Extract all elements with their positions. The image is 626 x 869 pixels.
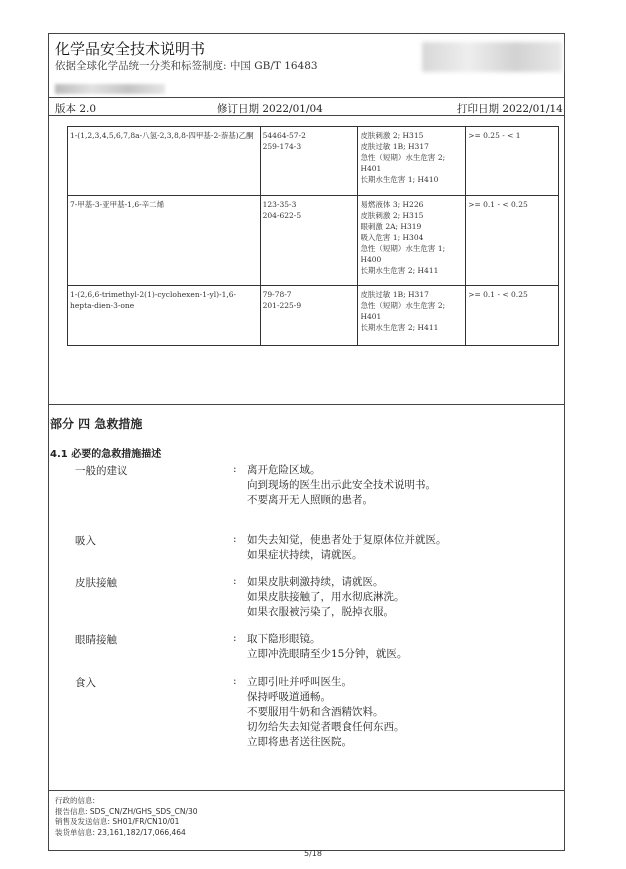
concentration-cell [466, 196, 559, 286]
cas-ec-cell [260, 286, 358, 346]
colon: : [233, 675, 237, 687]
document-title: 化学品安全技术说明书 [55, 40, 206, 58]
hazard-cell [358, 196, 466, 286]
colon: : [233, 632, 237, 644]
regulation-subtitle: 依据全球化学品统一分类和标签制度: 中国 GB/T 16483 [55, 60, 318, 72]
hazard-line: 皮肤过敏 1B; H317 [360, 290, 429, 299]
text-line: 向到现场的医生出示此安全技术说明书。 [247, 479, 436, 491]
eye-contact-label: 眼睛接触 [75, 634, 117, 646]
footer-info [55, 796, 198, 838]
ec-number: 259-174-3 [262, 142, 302, 151]
text-line: 切勿给失去知觉者喂食任何东西。 [247, 721, 405, 733]
table-row [68, 196, 559, 286]
eye-contact-text [247, 632, 407, 662]
concentration-cell [466, 286, 559, 346]
version-label: 版本 2.0 [55, 103, 97, 115]
text-line: 立即将患者送往医院。 [247, 736, 352, 748]
substance-name-cell [68, 286, 261, 346]
hazard-line: 皮肤刺激 2; H315 [360, 131, 424, 140]
skin-contact-label: 皮肤接触 [75, 577, 117, 589]
text-line: 如果症状持续，请就医。 [247, 549, 363, 561]
footer-line: 报告信息: SDS_CN/ZH/GHS_SDS_CN/30 [55, 806, 198, 816]
colon: : [233, 533, 237, 545]
hazard-line: 长期水生危害 2; H411 [360, 323, 439, 332]
section-divider [48, 404, 565, 405]
hazard-line: 急性（短期）水生危害 1; H400 [360, 244, 446, 264]
header-divider [48, 97, 565, 98]
hazard-line: 皮肤刺激 2; H315 [360, 211, 424, 220]
concentration: >= 0.1 - < 0.25 [468, 200, 528, 209]
cas-number: 123-35-3 [262, 200, 297, 209]
cas-number: 54464-57-2 [262, 131, 306, 140]
substance-name: 1-(1,2,3,4,5,6,7,8a-八氢-2,3,8,8-四甲基-2-萘基)乙酮 [70, 131, 254, 140]
text-line: 立即冲洗眼睛至少15分钟，就医。 [247, 648, 408, 660]
hazard-line: 吸入危害 1; H304 [360, 233, 424, 242]
cas-ec-cell [260, 196, 358, 286]
ec-number: 201-225-9 [262, 301, 302, 310]
text-line: 如果皮肤刺激持续，请就医。 [247, 576, 384, 588]
section-title: 部分 四 急救措施 [50, 417, 143, 431]
general-advice-text [247, 463, 436, 508]
hazard-line: 皮肤过敏 1B; H317 [360, 142, 429, 151]
meta-divider [48, 115, 565, 116]
cas-ec-cell [260, 127, 358, 196]
inhalation-label: 吸入 [75, 535, 96, 547]
colon: : [233, 463, 237, 475]
skin-contact-text [247, 575, 405, 620]
text-line: 如失去知觉，使患者处于复原体位并就医。 [247, 534, 447, 546]
hazard-line: 眼刺激 2A; H319 [360, 222, 422, 231]
revision-date: 修订日期 2022/01/04 [217, 103, 323, 115]
hazard-line: 长期水生危害 1; H410 [360, 175, 439, 184]
substance-name-cell [68, 127, 261, 196]
hazard-cell [358, 127, 466, 196]
redacted-product-name [55, 84, 165, 94]
hazard-cell [358, 286, 466, 346]
subsection-title: 4.1 必要的急救措施描述 [50, 449, 162, 460]
hazard-line: 易燃液体 3; H226 [360, 200, 424, 209]
ingestion-text [247, 675, 405, 750]
footer-line: 装货单信息: 23,161,182/17,066,464 [55, 827, 186, 837]
colon: : [233, 575, 237, 587]
redacted-logo [422, 42, 562, 72]
hazard-line: 急性（短期）水生危害 2; H401 [360, 301, 446, 321]
hazard-line: 长期水生危害 2; H411 [360, 266, 439, 275]
text-line: 保持呼吸道通畅。 [247, 691, 331, 703]
page-number: 5/18 [304, 849, 322, 858]
footer-line: 销售及发送信息: SH01/FR/CN10/01 [55, 817, 180, 827]
concentration: >= 0.25 - < 1 [468, 131, 521, 140]
table-row [68, 286, 559, 346]
concentration: >= 0.1 - < 0.25 [468, 290, 528, 299]
ec-number: 204-622-5 [262, 211, 302, 220]
text-line: 离开危险区域。 [247, 464, 321, 476]
composition-table [67, 126, 559, 346]
cas-number: 79-78-7 [262, 290, 292, 299]
hazard-line: 急性（短期）水生危害 2; H401 [360, 153, 446, 173]
footer-divider [48, 790, 565, 791]
inhalation-text [247, 533, 447, 563]
concentration-cell [466, 127, 559, 196]
substance-name: 1-(2,6,6-trimethyl-2(1)-cyclohexen-1-yl)-1,6-hepta-dien-3-one [70, 290, 237, 310]
substance-name: 7-甲基-3-亚甲基-1,6-辛二烯 [70, 200, 165, 209]
footer-line: 行政的信息: [55, 796, 96, 805]
text-line: 不要服用牛奶和含酒精饮料。 [247, 706, 384, 718]
general-advice-label: 一般的建议 [75, 465, 128, 477]
table-row [68, 127, 559, 196]
substance-name-cell [68, 196, 261, 286]
ingestion-label: 食入 [75, 677, 96, 689]
text-line: 立即引吐并呼叫医生。 [247, 676, 352, 688]
text-line: 取下隐形眼镜。 [247, 633, 321, 645]
text-line: 如果皮肤接触了，用水彻底淋洗。 [247, 591, 405, 603]
text-line: 不要离开无人照顾的患者。 [247, 494, 373, 506]
text-line: 如果衣服被污染了，脱掉衣服。 [247, 606, 394, 618]
print-date: 打印日期 2022/01/14 [457, 103, 563, 115]
